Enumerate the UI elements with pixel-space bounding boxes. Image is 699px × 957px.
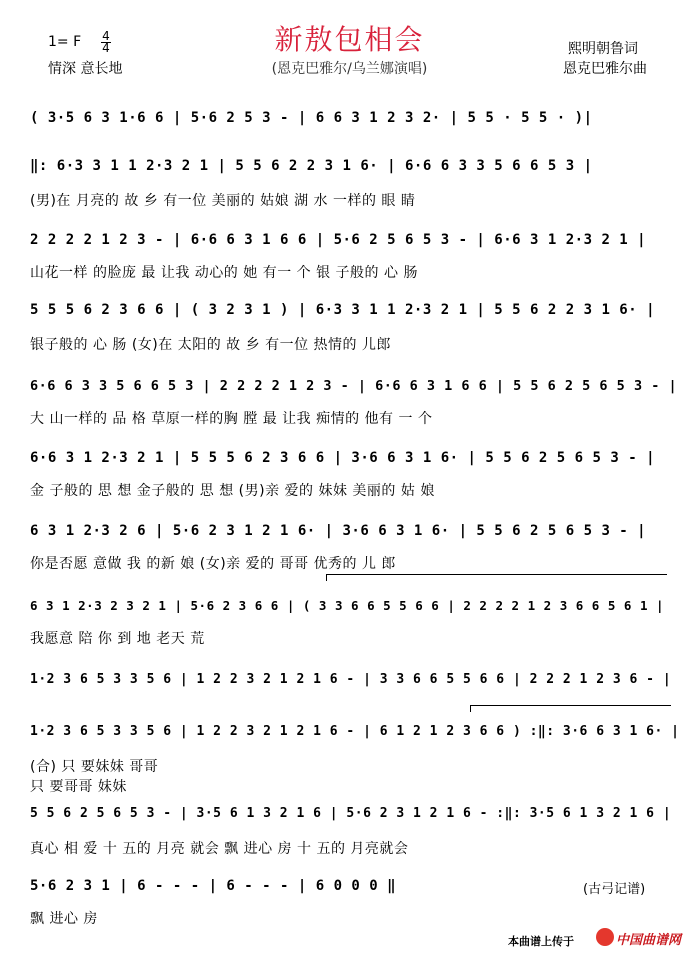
score-notes-row: 5 5 5 6 2 3 6 6 | ( 3 2 3 1 ) | 6·3 3 1 1 2·3 2 1 | 5 5 6 2 2 3 1 6· |: [30, 302, 656, 318]
score-notes-row: 5·6 2 3 1 | 6 - - - | 6 - - - | 6 0 0 0 ‖: [30, 878, 397, 894]
score-notes-row: 1·2 3 6 5 3 3 5 6 | 1 2 2 3 2 1 2 1 6 - | 3 3 6 6 5 5 6 6 | 2 2 2 1 2 3 6 - |: [30, 672, 672, 687]
score-notes-row: 5 5 6 2 5 6 5 3 - | 3·5 6 1 3 2 1 6 | 5·6 2 3 1 2 1 6 - :‖: 3·5 6 1 3 2 1 6 |: [30, 806, 672, 821]
volta-bracket-2: [470, 705, 671, 712]
transcriber-credit: (古弓记谱): [583, 882, 646, 897]
score-notes-row: 1·2 3 6 5 3 3 5 6 | 1 2 2 3 2 1 2 1 6 - | 6 1 2 1 2 3 6 6 ) :‖: 3·6 6 3 1 6· |: [30, 724, 680, 739]
lyricist-credit: 熙明朝鲁词: [568, 41, 638, 57]
site-name: 中国曲谱网: [616, 933, 682, 948]
performer-subtitle: (恩克巴雅尔/乌兰娜演唱): [271, 61, 428, 77]
volta-bracket-1: [326, 574, 667, 581]
score-lyrics-row: 飘 进心 房: [30, 911, 98, 927]
score-notes-row: 2 2 2 2 1 2 3 - | 6·6 6 3 1 6 6 | 5·6 2 5 6 5 3 - | 6·6 3 1 2·3 2 1 |: [30, 232, 647, 248]
score-lyrics-row: 大 山一样的 品 格 草原一样的胸 膛 最 让我 痴情的 他有 一 个: [30, 411, 433, 427]
score-lyrics-row: 真心 相 爱 十 五的 月亮 就会 飘 进心 房 十 五的 月亮就会: [30, 841, 409, 857]
logo-mark-icon: [596, 928, 614, 946]
score-lyrics-row: 银子般的 心 肠 (女)在 太阳的 故 乡 有一位 热情的 儿郎: [30, 337, 391, 353]
score-notes-row: ( 3·5 6 3 1·6 6 | 5·6 2 5 3 - | 6 6 3 1 2 3 2· | 5 5 · 5 5 · )|: [30, 110, 593, 126]
score-notes-row: ‖: 6·3 3 1 1 2·3 2 1 | 5 5 6 2 2 3 1 6· | 6·6 6 3 3 5 6 6 5 3 |: [30, 158, 593, 174]
meter-top: 4: [102, 29, 110, 43]
upload-notice: 本曲谱上传于: [508, 935, 574, 948]
score-lyrics-row: (合) 只 要妹妹 哥哥: [30, 759, 159, 775]
score-notes-row: 6 3 1 2·3 2 3 2 1 | 5·6 2 3 6 6 | ( 3 3 6 6 5 5 6 6 | 2 2 2 2 1 2 3 6 6 5 6 1 |: [30, 598, 665, 613]
tempo-marking: 情深 意长地: [48, 61, 123, 77]
score-lyrics-row: 我愿意 陪 你 到 地 老天 荒: [30, 631, 205, 647]
score-notes-row: 6 3 1 2·3 2 6 | 5·6 2 3 1 2 1 6· | 3·6 6 3 1 6· | 5 5 6 2 5 6 5 3 - |: [30, 523, 647, 539]
score-lyrics-row: 只 要哥哥 妹妹: [30, 779, 127, 795]
meter-bottom: 4: [102, 41, 110, 55]
score-lyrics-row: 山花一样 的脸庞 最 让我 动心的 她 有一 个 银 子般的 心 肠: [30, 265, 418, 281]
site-logo[interactable]: [596, 926, 694, 948]
score-notes-row: 6·6 6 3 3 5 6 6 5 3 | 2 2 2 2 1 2 3 - | 6·6 6 3 1 6 6 | 5 5 6 2 5 6 5 3 - |: [30, 378, 678, 394]
score-lyrics-row: 你是否愿 意做 我 的新 娘 (女)亲 爱的 哥哥 优秀的 儿 郎: [30, 556, 396, 572]
composer-credit: 恩克巴雅尔曲: [563, 61, 647, 77]
song-title: 新敖包相会: [274, 23, 425, 56]
key-signature: 1= F: [48, 34, 82, 50]
score-notes-row: 6·6 3 1 2·3 2 1 | 5 5 5 6 2 3 6 6 | 3·6 6 3 1 6· | 5 5 6 2 5 6 5 3 - |: [30, 450, 656, 466]
score-lyrics-row: (男)在 月亮的 故 乡 有一位 美丽的 姑娘 湖 水 一样的 眼 睛: [30, 193, 416, 209]
time-signature: [101, 31, 111, 54]
score-lyrics-row: 金 子般的 思 想 金子般的 思 想 (男)亲 爱的 妹妹 美丽的 姑 娘: [30, 483, 435, 499]
